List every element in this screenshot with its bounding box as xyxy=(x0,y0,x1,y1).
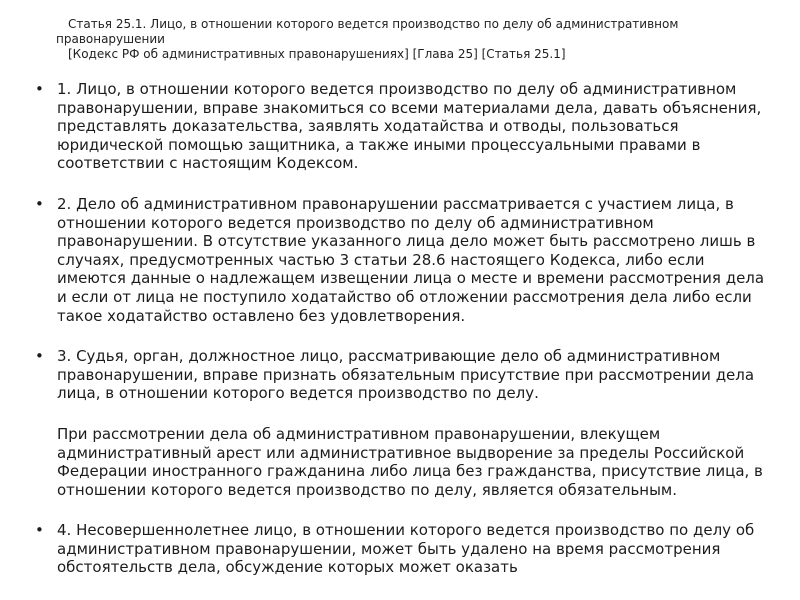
bullet-icon: • xyxy=(35,194,44,213)
paragraph-text: 1. Лицо, в отношении которого ведется производство по делу об административном правонарушении, вправе знакомиться со всеми материалами дела, давать объяснения, представлять доказательства, заявлять ходатайства и отводы, пользоваться юридической помощью защитника, а также иными процессуальными правами в соответствии с настоящим Кодексом. xyxy=(57,80,762,173)
article-paragraph-3 xyxy=(32,347,777,403)
article-paragraph-1 xyxy=(32,80,777,173)
bullet-icon: • xyxy=(35,347,44,366)
article-header xyxy=(56,17,756,62)
article-body xyxy=(32,80,777,599)
article-paragraph-3-continued xyxy=(32,425,777,499)
article-paragraph-4 xyxy=(32,521,777,577)
paragraph-text: 3. Судья, орган, должностное лицо, рассматривающие дело об административном правонарушении, вправе признать обязательным присутствие при рассмотрении дела лица, в отношении которого ведется производство по делу. xyxy=(57,347,755,403)
bullet-icon: • xyxy=(35,80,44,98)
paragraph-text: При рассмотрении дела об административном правонарушении, влекущем административный арест или административное выдворение за пределы Российской Федерации иностранного гражданина либо лица без гражданства, присутствие лица, в отношении которого ведется производство по делу, является обязательным. xyxy=(57,424,763,499)
paragraph-text: 4. Несовершеннолетнее лицо, в отношении которого ведется производство по делу об административном правонарушении, может быть удалено на время рассмотрения обстоятельств дела, обсуждение которых может оказать xyxy=(57,521,755,577)
paragraph-text: 2. Дело об административном правонарушении рассматривается с участием лица, в отношении которого ведется производство по делу об административном правонарушении. В отсутствие указанного лица дело может быть рассмотрено лишь в случаях, предусмотренных частью 3 статьи 28.6 настоящего Кодекса, либо если имеются данные о надлежащем извещении лица о месте и времени рассмотрения дела и если от лица не поступило ходатайство об отложении рассмотрения дела либо если такое ходатайство оставлено без удовлетворения. xyxy=(57,194,765,325)
article-title: Статья 25.1. Лицо, в отношении которого ведется производство по делу об административном правонарушении xyxy=(56,17,679,46)
bullet-icon: • xyxy=(35,521,44,540)
article-paragraph-2 xyxy=(32,195,777,325)
article-source: [Кодекс РФ об административных правонарушениях] [Глава 25] [Статья 25.1] xyxy=(68,47,566,61)
